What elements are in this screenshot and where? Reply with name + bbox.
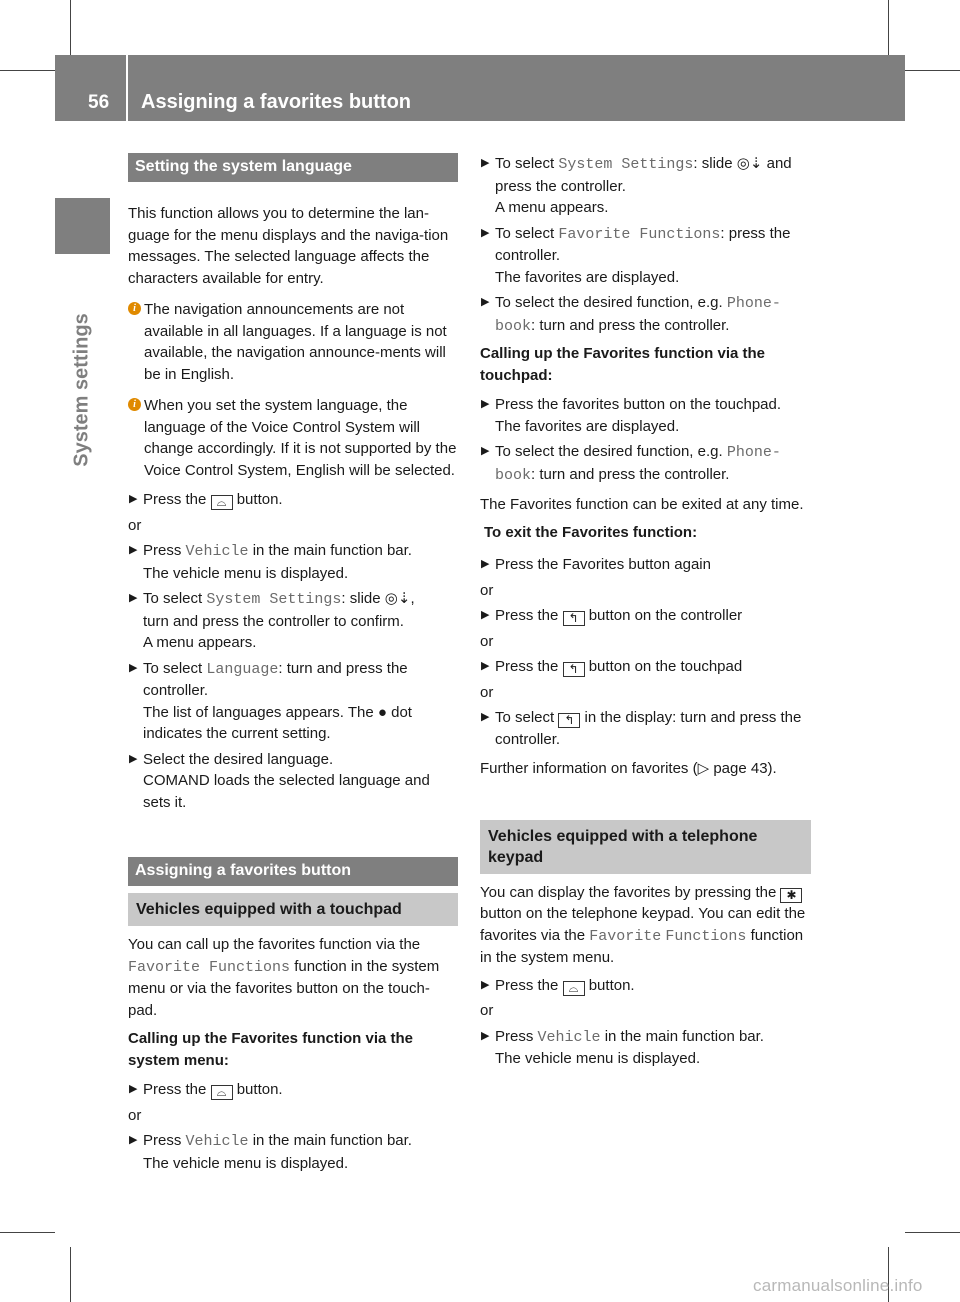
step: ▶ Press the Favorites button again [480,554,811,576]
step-arrow-icon: ▶ [129,592,138,604]
step: ▶ To select the desired function, e.g. Phone- book: turn and press the controller. [481,294,781,335]
paragraph: The Favorites function can be exited at any time. [480,496,804,513]
step-arrow-icon: ▶ [481,445,490,457]
watermark: carmanualsonline.info [753,1276,923,1295]
step: ▶ Press Vehicle in the main function bar. The vehicle menu is displayed. [129,542,412,582]
crop-mark [888,0,889,55]
info-note: i The navigation announcements are not available in all languages. If a language is not available, the navigation announce-ments will be in English. [128,299,458,385]
step: ▶ To select the desired function, e.g. Phone- book: turn and press the controller. [481,443,781,484]
step-arrow-icon: ▶ [481,157,490,169]
step: ▶ Press the ↰ button on the controller [481,607,743,625]
or-text: or [128,1106,142,1124]
controller-dial-icon: ◎⇣ [736,155,763,172]
car-icon: ⌓ [211,1085,233,1100]
left-column [128,153,458,1174]
section-heading: Assigning a favorites button [128,857,458,886]
step-arrow-icon: ▶ [481,1029,490,1042]
step: ▶ Press Vehicle in the main function bar. The vehicle menu is displayed. [481,1027,764,1067]
info-icon: i [128,398,141,411]
step: ▶ Select the desired language. COMAND loads the selected language and sets it. [129,750,430,811]
or-text: or [480,581,494,599]
step: ▶ Press the ⌓ button. [129,491,283,509]
step-arrow-icon: ▶ [129,661,138,674]
procedure-heading: Calling up the Favorites function via the system menu: [128,1030,414,1069]
controller-dial-icon: ◎⇣ [384,590,411,607]
or-text: or [128,516,142,534]
step-arrow-icon: ▶ [129,1134,138,1146]
step-arrow-icon: ▶ [481,558,490,570]
step-arrow-icon: ▶ [481,609,490,621]
info-icon: i [128,302,141,315]
procedure-heading: Calling up the Favorites function via the touchpad: [480,345,766,384]
step-arrow-icon: ▶ [481,660,490,672]
crop-mark [0,1232,55,1233]
page-title: Assigning a favorites button [141,91,412,113]
section-heading: Setting the system language [128,153,458,182]
step-arrow-icon: ▶ [481,711,490,723]
crop-mark [70,0,71,55]
step: ▶ Press the ⌓ button. [481,976,635,995]
step: ▶ To select Language: turn and press the controller. The list of languages appears. The ● dot indicates the current setting. [129,659,412,742]
step: ▶ To select System Settings: slide ◎⇣, turn and press the controller to confirm. A menu appears. [129,590,415,651]
or-text: or [480,1002,494,1019]
step: ▶ To select System Settings: slide ◎⇣ and press the controller. A menu appears. [481,155,792,216]
dot-icon: ● [377,703,387,721]
car-icon: ⌓ [563,981,585,996]
subsection-heading: Vehicles equipped with a touchpad [128,893,458,926]
step-arrow-icon: ▶ [481,398,490,410]
sidebar-label: System settings [70,313,93,467]
step-arrow-icon: ▶ [129,544,138,556]
back-icon: ↰ [558,713,580,728]
step-arrow-icon: ▶ [129,752,138,765]
step-arrow-icon: ▶ [481,226,490,239]
step-arrow-icon: ▶ [129,493,138,505]
crop-mark [905,1232,960,1233]
back-icon: ↰ [563,662,585,677]
step: ▶ Press Vehicle in the main function bar. The vehicle menu is displayed. [129,1132,412,1172]
step: ▶ Press the ↰ button on the touchpad [481,658,743,676]
crop-mark [905,70,960,71]
step: ▶ To select ↰ in the display: turn and press the controller. [481,709,802,748]
step-arrow-icon: ▶ [481,296,490,308]
procedure-heading: To exit the Favorites function: [484,523,698,541]
sidebar-tab [55,198,110,254]
crop-mark [70,1247,71,1302]
step-arrow-icon: ▶ [129,1083,138,1095]
header-divider [126,55,128,121]
page-number: 56 [88,92,110,113]
back-icon: ↰ [563,611,585,626]
or-text: or [480,632,494,650]
info-note: i When you set the system language, the language of the Voice Control System will change accordingly. If it is not supported by the Voice Control System, English will be selected. [128,395,458,481]
paragraph: You can call up the favorites function via the Favorite Functions function in the system menu or via the favorites button on the touch-pad. [128,936,440,1019]
step: ▶ To select Favorite Functions: press the controller. The favorites are displayed. [481,224,791,286]
step: ▶ Press the favorites button on the touchpad. The favorites are displayed. [481,396,782,435]
page-ref-arrow-icon: ▷ [697,760,710,777]
paragraph: You can display the favorites by pressing the ✱ button on the telephone keypad. You can edit the favorites via the Favorite Functions function in the system menu. [480,883,806,966]
step: ▶ Press the ⌓ button. [129,1081,283,1099]
star-key-icon: ✱ [780,888,802,903]
subsection-heading: Vehicles equipped with a telephone keypad [480,820,811,874]
or-text: or [480,683,494,701]
right-column [480,153,811,1070]
page-reference: Further information on favorites (▷ page 43). [480,760,777,777]
paragraph: This function allows you to determine the lan-guage for the menu displays and the naviga-tion messages. The selected language affects the characters available for entry. [128,205,449,287]
crop-mark [0,70,55,71]
car-icon: ⌓ [211,495,233,510]
step-arrow-icon: ▶ [481,978,490,991]
